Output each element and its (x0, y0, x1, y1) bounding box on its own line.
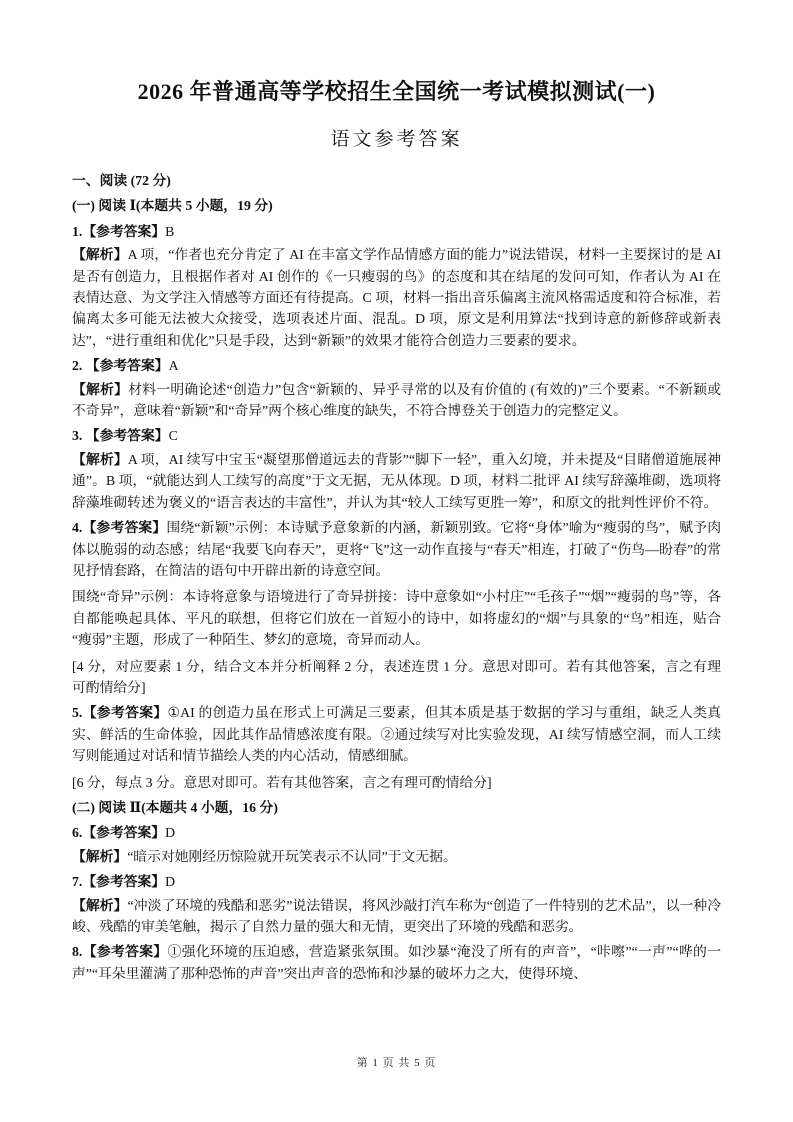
answer-paragraph (72, 702, 721, 766)
analysis-paragraph (72, 379, 721, 422)
paragraph-text: 围绕“奇异”示例：本诗将意象与语境进行了奇异拼接：诗中意象如“小村庄”“毛孩子”“烟”“瘦弱的鸟”等，各自都能唤起具体、平凡的联想，但将它们放在一首短小的诗中，如将虚幻的“烟”与具象的“鸟”相连，贴合“瘦弱”主题，形成了一种陌生、梦幻的意境，奇异而动人。 (72, 589, 721, 648)
answer-label: 【参考答案】 (82, 223, 166, 239)
body-paragraph (72, 586, 721, 650)
answer-label: 【解析】 (72, 451, 128, 467)
section-heading (72, 170, 721, 191)
answer-paragraph (72, 425, 721, 446)
answer-label: 【参考答案】 (82, 520, 167, 536)
answer-paragraph (72, 221, 721, 242)
paragraph-text: B (165, 223, 175, 239)
paragraph-text: 围绕“新颖”示例：本诗赋予意象新的内涵，新颖别致。它将“身体”喻为“瘦弱的鸟”，赋予肉体以脆弱的动态感；结尾“我要飞向春天”，更将“飞”这一动作直接与“春天”相连，打破了“伤鸟—盼春”的常见抒情套路，在简洁的语句中开辟出新的诗意空间。 (72, 520, 721, 578)
paragraph-text: ①强化环境的压迫感，营造紧张氛围。如沙暴“淹没了所有的声音”，“咔嚓”“一声”“哗的一声”“耳朵里灌满了那种恐怖的声音”突出声音的恐怖和沙暴的破坏力之大，使得环境、 (72, 944, 721, 981)
paragraph-text: (二) 阅读 Ⅱ(本题共 4 小题，16 分) (72, 799, 278, 815)
answer-label: 【参考答案】 (85, 428, 169, 444)
paragraph-text: [6 分，每点 3 分。意思对即可。若有其他答案，言之有理可酌情给分] (72, 774, 492, 790)
answer-label: 【解析】 (72, 247, 128, 263)
paragraph-text: 一、阅读 (72 分) (72, 173, 171, 188)
question-number: 3. (72, 428, 86, 444)
question-number: 7. (72, 874, 83, 890)
scoring-note (72, 656, 721, 699)
paragraph-text: D (165, 825, 176, 841)
paragraph-text: “冲淡了环境的残酷和恶劣”说法错误，将风沙敲打汽车称为“创造了一件特别的艺术品”，以一种冷峻、残酷的审美笔触，揭示了自然力量的强大和无情，更突出了环境的残酷和恶劣。 (72, 897, 722, 934)
answer-paragraph (72, 355, 721, 376)
answer-label: 【参考答案】 (82, 944, 168, 960)
question-number: 1. (72, 223, 83, 239)
question-number: 8. (72, 944, 83, 960)
section-heading (72, 797, 721, 818)
question-number: 2. (72, 358, 86, 374)
paragraph-text: 材料一明确论述“创造力”包含“新颖的、异乎寻常的以及有价值的 (有效的)”三个要素。“不新颖或不奇异”，意味着“新颖”和“奇异”两个核心维度的缺失，不符合博登关于创造力的完整定义。 (72, 381, 722, 419)
paragraph-text: D (165, 874, 176, 890)
paragraph-text: [4 分，对应要素 1 分，结合文本并分析阐释 2 分，表述连贯 1 分。意思对即可。若有其他答案，言之有理可酌情给分] (72, 658, 721, 695)
answer-paragraph (72, 871, 721, 892)
page-footer (0, 1054, 793, 1070)
question-number: 5. (72, 705, 83, 721)
analysis-paragraph (72, 895, 721, 938)
answer-label: 【参考答案】 (82, 874, 166, 890)
scoring-note (72, 772, 721, 793)
answer-paragraph (72, 822, 721, 843)
document-subtitle: 语文参考答案 (330, 129, 463, 150)
analysis-paragraph (72, 846, 721, 867)
answer-paragraph (72, 941, 721, 984)
answer-label: 【参考答案】 (85, 358, 169, 374)
analysis-paragraph (72, 449, 721, 513)
paragraph-text: A 项，AI 续写中宝玉“凝望那僧道远去的背影”“脚下一轻”，重入幻境，并未提及“目睹僧道施展神通”。B 项，“就能达到人工续写的高度”于文无据，无从体现。D 项，材料二批评 AI 续写辞藻堆砌，选项将辞藻堆砌转述为褒义的“语言表达的丰富性”，并认为其“较人工续写更胜一筹”，和原文的批判性评价不符。 (72, 451, 721, 510)
answer-label: 【解析】 (72, 381, 129, 397)
analysis-paragraph (72, 244, 721, 351)
answer-paragraph (72, 517, 721, 581)
question-number: 6. (72, 825, 83, 841)
paragraph-text: ①AI 的创造力虽在形式上可满足三要素，但其本质是基于数据的学习与重组，缺乏人类真实、鲜活的生命体验，因此其作品情感浓度有限。②通过续写对比实验发现，AI 续写情感空洞，而人工续写则能通过对话和情节描绘人类的内心活动，情感细腻。 (72, 705, 722, 764)
page-number: 第 1 页 共 5 页 (356, 1057, 437, 1069)
paragraph-text: C (168, 428, 178, 444)
answer-label: 【解析】 (72, 897, 128, 913)
section-heading (72, 195, 721, 216)
paragraph-text: “暗示对她刚经历惊险就开玩笑表示不认同”于文无据。 (127, 848, 457, 864)
paragraph-text: A 项，“作者也充分肯定了 AI 在丰富文学作品情感方面的能力”说法错误，材料一主要探讨的是 AI 是否有创造力，且根据作者对 AI 创作的《一只瘦弱的鸟》的态度和其在结尾的发问可知，作者认为 AI 在表情达意、为文学注入情感等方面还有待提高。C 项，材料一指出音乐偏离主流风格需适度和符合标准，若偏离太多可能无法被大众接受，选项表述片面、混乱。D 项，原文是利用算法“找到诗意的新修辞或新表达”，“进行重组和优化”只是手段，达到“新颖”的效果才能符合创造力三要素的要求。 (72, 247, 721, 348)
answer-label: 【参考答案】 (82, 825, 166, 841)
document-body (72, 170, 721, 984)
paragraph-text: A (168, 358, 179, 374)
answer-label: 【解析】 (72, 848, 128, 864)
answer-label: 【参考答案】 (82, 705, 168, 721)
paragraph-text: (一) 阅读 Ⅰ(本题共 5 小题，19 分) (72, 198, 273, 214)
question-number: 4. (72, 520, 83, 536)
document-title: 2026 年普通高等学校招生全国统一考试模拟测试(一) (137, 79, 656, 104)
